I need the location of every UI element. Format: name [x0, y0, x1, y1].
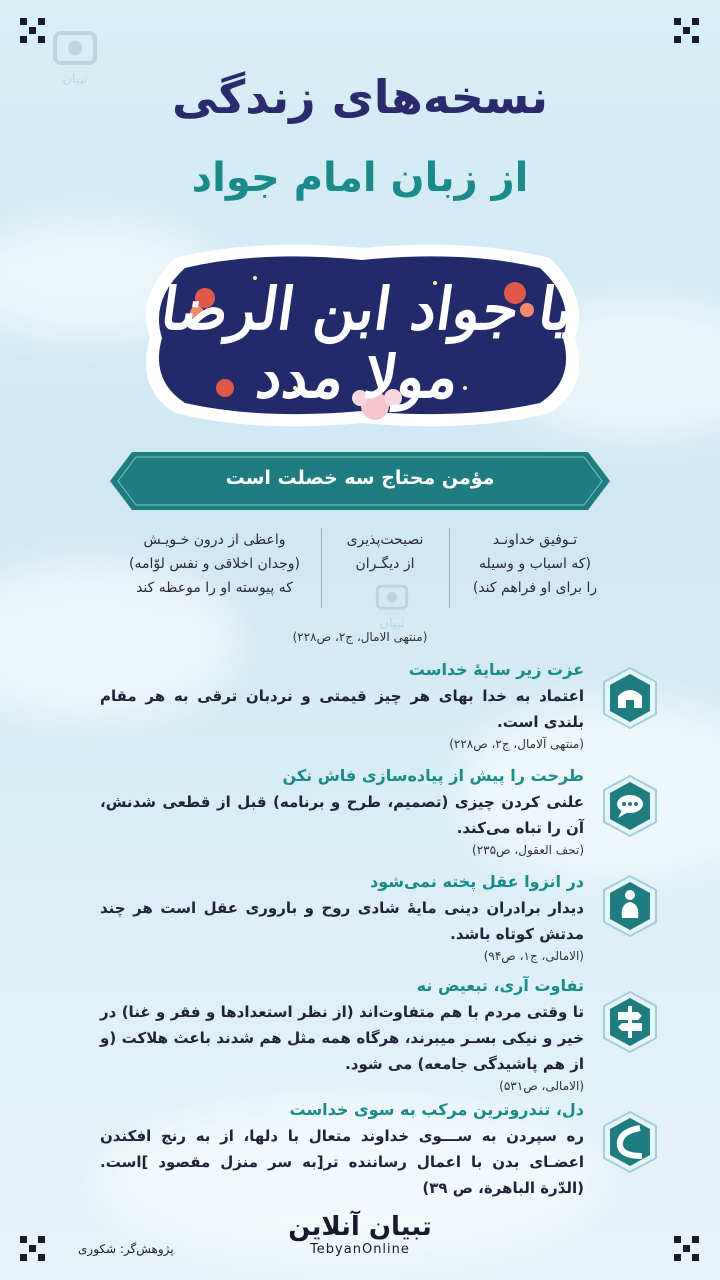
- item-title: در انزوا عقل پخته نمی‌شود: [370, 872, 584, 891]
- item-text: تا وقتی مردم با هم متفاوت‌اند (از نظر استعدادها و فقر و غنا) در خیر و نیکی بسـر میبرند، هرگاه همه مثل هم شدند باعث هلاکت (و از هم پاشیدگی جامعه) می شود.: [100, 1003, 584, 1073]
- trait-line: که پیوسته او را موعظه کند: [136, 580, 293, 596]
- calligraphy-text: یا جواد ابن الرضا مولا مدد: [156, 275, 578, 411]
- item-source: (منتهی آلامال، ج۲، ص۲۲۸): [449, 737, 584, 751]
- trait-line: را برای او فراهم کند): [472, 580, 598, 596]
- columns-source: (منتهی الامال، ج۲، ص۲۲۸): [292, 630, 428, 644]
- item-text: اعتماد به خدا بهای هر چیز قیمتی و نردبان ترقی به هر مقام بلندی است.: [100, 687, 584, 731]
- trait-column: [330, 528, 440, 576]
- column-divider: [321, 528, 322, 608]
- footer-logo-en: TebyanOnline: [310, 1242, 410, 1257]
- item-text: علنی کردن چیزی (تصمیم، طرح و برنامه) قبل از قطعی شدنش، آن را تباه می‌کند.: [100, 793, 584, 837]
- item-title: عزت زیر سایهٔ خداست: [408, 660, 584, 679]
- page-subtitle: از زبان امام جواد: [191, 155, 529, 201]
- trait-column: [460, 528, 610, 600]
- item-title: طرحت را پیش از پیاده‌سازی فاش نکن: [282, 766, 584, 785]
- list-item: [100, 766, 660, 857]
- item-title: تفاوت آری، تبعیض نه: [416, 976, 584, 995]
- watermark-label: تبیان: [379, 616, 405, 631]
- list-item: [100, 660, 660, 751]
- ribbon-heading: مؤمن محتاج سه خصلت است: [225, 467, 495, 489]
- watermark-label: تبیان: [62, 72, 88, 87]
- page-title: نسخه‌های زندگی: [171, 70, 549, 124]
- item-title: دل، تندروترین مرکب به سوی خداست: [289, 1100, 584, 1119]
- item-text: ره سپردن به ســـوی خداوند متعال با دلها، از به رنج افکندن اعضـای بدن با اعمال رساننده تر[به سر منزل مقصود ]است. (الدّرة الباهرة، ص ۳۹): [100, 1127, 584, 1197]
- trait-line: (وجدان اخلاقی و نفس لوّامه): [129, 556, 300, 572]
- traits-columns: [120, 528, 610, 628]
- corner-ornament: [674, 18, 700, 44]
- tebyan-watermark-icon: [52, 30, 98, 68]
- footer-logo-fa: تبیان آنلاین: [288, 1212, 432, 1242]
- item-text: دیدار برادران دینی مایهٔ شادی روح و باروری عقل است هر چند مدتش کوتاه باشد.: [100, 899, 584, 943]
- item-source: (الامالی، ص۵۳۱): [499, 1079, 584, 1093]
- trait-column: [117, 528, 312, 600]
- column-divider: [449, 528, 450, 608]
- trait-line: تـوفیق خداونـد: [492, 532, 578, 548]
- researcher-credit: پژوهش‌گر: شکوری: [78, 1242, 174, 1256]
- list-item: [100, 1100, 660, 1201]
- trait-line: (که اسباب و وسیله: [479, 556, 591, 572]
- trait-line: واعظی از درون خـویـش: [143, 532, 286, 548]
- list-item: [100, 976, 660, 1093]
- trait-line: نصیحت‌پذیری: [346, 532, 424, 548]
- trait-line: از دیگـران: [355, 556, 415, 572]
- list-item: [100, 872, 660, 963]
- item-source: (الامالی، ج۱، ص۹۴): [483, 949, 584, 963]
- item-source: (تحف العقول، ص۲۳۵): [472, 843, 584, 857]
